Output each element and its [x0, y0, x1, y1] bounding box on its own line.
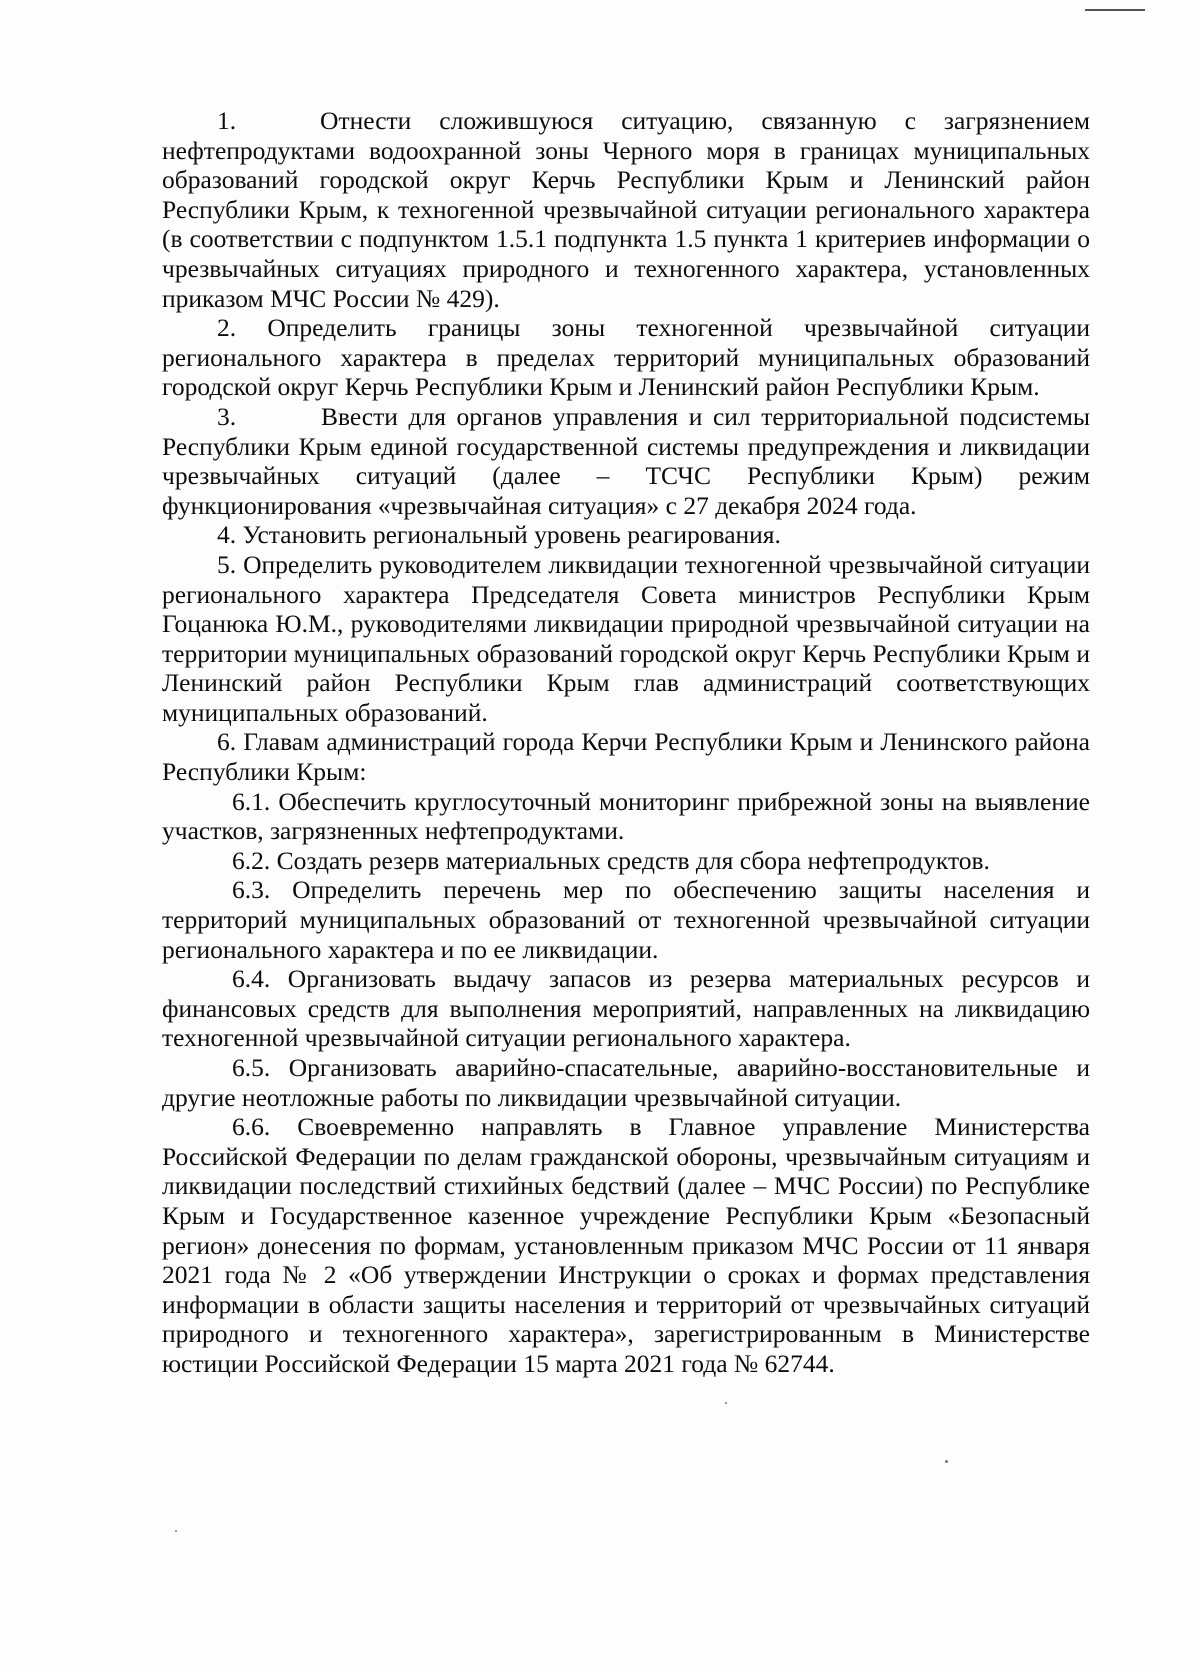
- scan-speck: [725, 1402, 727, 1404]
- scan-speck: [945, 1460, 948, 1463]
- paragraph-6-1: 6.1. Обеспечить круглосуточный мониторинг прибрежной зоны на выявление участков, загрязненных нефтепродуктами.: [162, 786, 1090, 846]
- paragraph-6: 6. Главам администраций города Керчи Республики Крым и Ленинского района Республики Крым:: [162, 727, 1090, 787]
- paragraph-4: 4. Установить региональный уровень реагирования.: [217, 520, 781, 550]
- paragraph-6-4: 6.4. Организовать выдачу запасов из резерва материальных ресурсов и финансовых средств для выполнения мероприятий, направленных на ликвидацию техногенной чрезвычайной ситуации регионального характера.: [162, 964, 1090, 1053]
- paragraph-6-3: 6.3. Определить перечень мер по обеспечению защиты населения и территорий муниципальных образований от техногенной чрезвычайной ситуации регионального характера и по ее ликвидации.: [162, 875, 1090, 964]
- paragraph-3: 3. Ввести для органов управления и сил территориальной подсистемы Республики Крым единой государственной системы предупреждения и ликвидации чрезвычайных ситуаций (далее – ТСЧС Республики Крым) режим функционирования «чрезвычайная ситуация» с 27 декабря 2024 года.: [162, 401, 1090, 520]
- paragraph-6-6: 6.6. Своевременно направлять в Главное управление Министерства Российской Федерации по делам гражданской обороны, чрезвычайным ситуациям и ликвидации последствий стихийных бедствий (далее – МЧС России) по Республике Крым и Государственное казенное учреждение Республики Крым «Безопасный регион» донесения по формам, установленным приказом МЧС России от 11 января 2021 года № 2 «Об утверждении Инструкции о сроках и формах представления информации в области защиты населения и территорий от чрезвычайных ситуаций природного и техногенного характера», зарегистрированным в Министерстве юстиции Российской Федерации 15 марта 2021 года № 62744.: [162, 1112, 1090, 1378]
- paragraph-2: 2. Определить границы зоны техногенной чрезвычайной ситуации регионального характера в пределах территорий муниципальных образований городской округ Керчь Республики Крым и Ленинский район Республики Крым.: [162, 313, 1090, 402]
- scan-speck: [175, 1530, 177, 1532]
- paragraph-1: 1. Отнести сложившуюся ситуацию, связанную с загрязнением нефтепродуктами водоохранной зоны Черного моря в границах муниципальных образований городской округ Керчь Республики Крым и Ленинский район Республики Крым, к техногенной чрезвычайной ситуации регионального характера (в соответствии с подпунктом 1.5.1 подпункта 1.5 пункта 1 критериев информации о чрезвычайных ситуациях природного и техногенного характера, установленных приказом МЧС России № 429).: [162, 106, 1090, 313]
- paragraph-6-5: 6.5. Организовать аварийно-спасательные, аварийно-восстановительные и другие неотложные работы по ликвидации чрезвычайной ситуации.: [162, 1053, 1090, 1112]
- document-body: [162, 106, 1090, 1379]
- paragraph-5: 5. Определить руководителем ликвидации техногенной чрезвычайной ситуации регионального характера Председателя Совета министров Республики Крым Гоцанюка Ю.М., руководителями ликвидации природной чрезвычайной ситуации на территории муниципальных образований городской округ Керчь Республики Крым и Ленинский район Республики Крым глав администраций соответствующих муниципальных образований.: [162, 549, 1090, 727]
- paragraph-6-2: 6.2. Создать резерв материальных средств для сбора нефтепродуктов.: [232, 845, 990, 875]
- corner-rule: [1085, 9, 1145, 11]
